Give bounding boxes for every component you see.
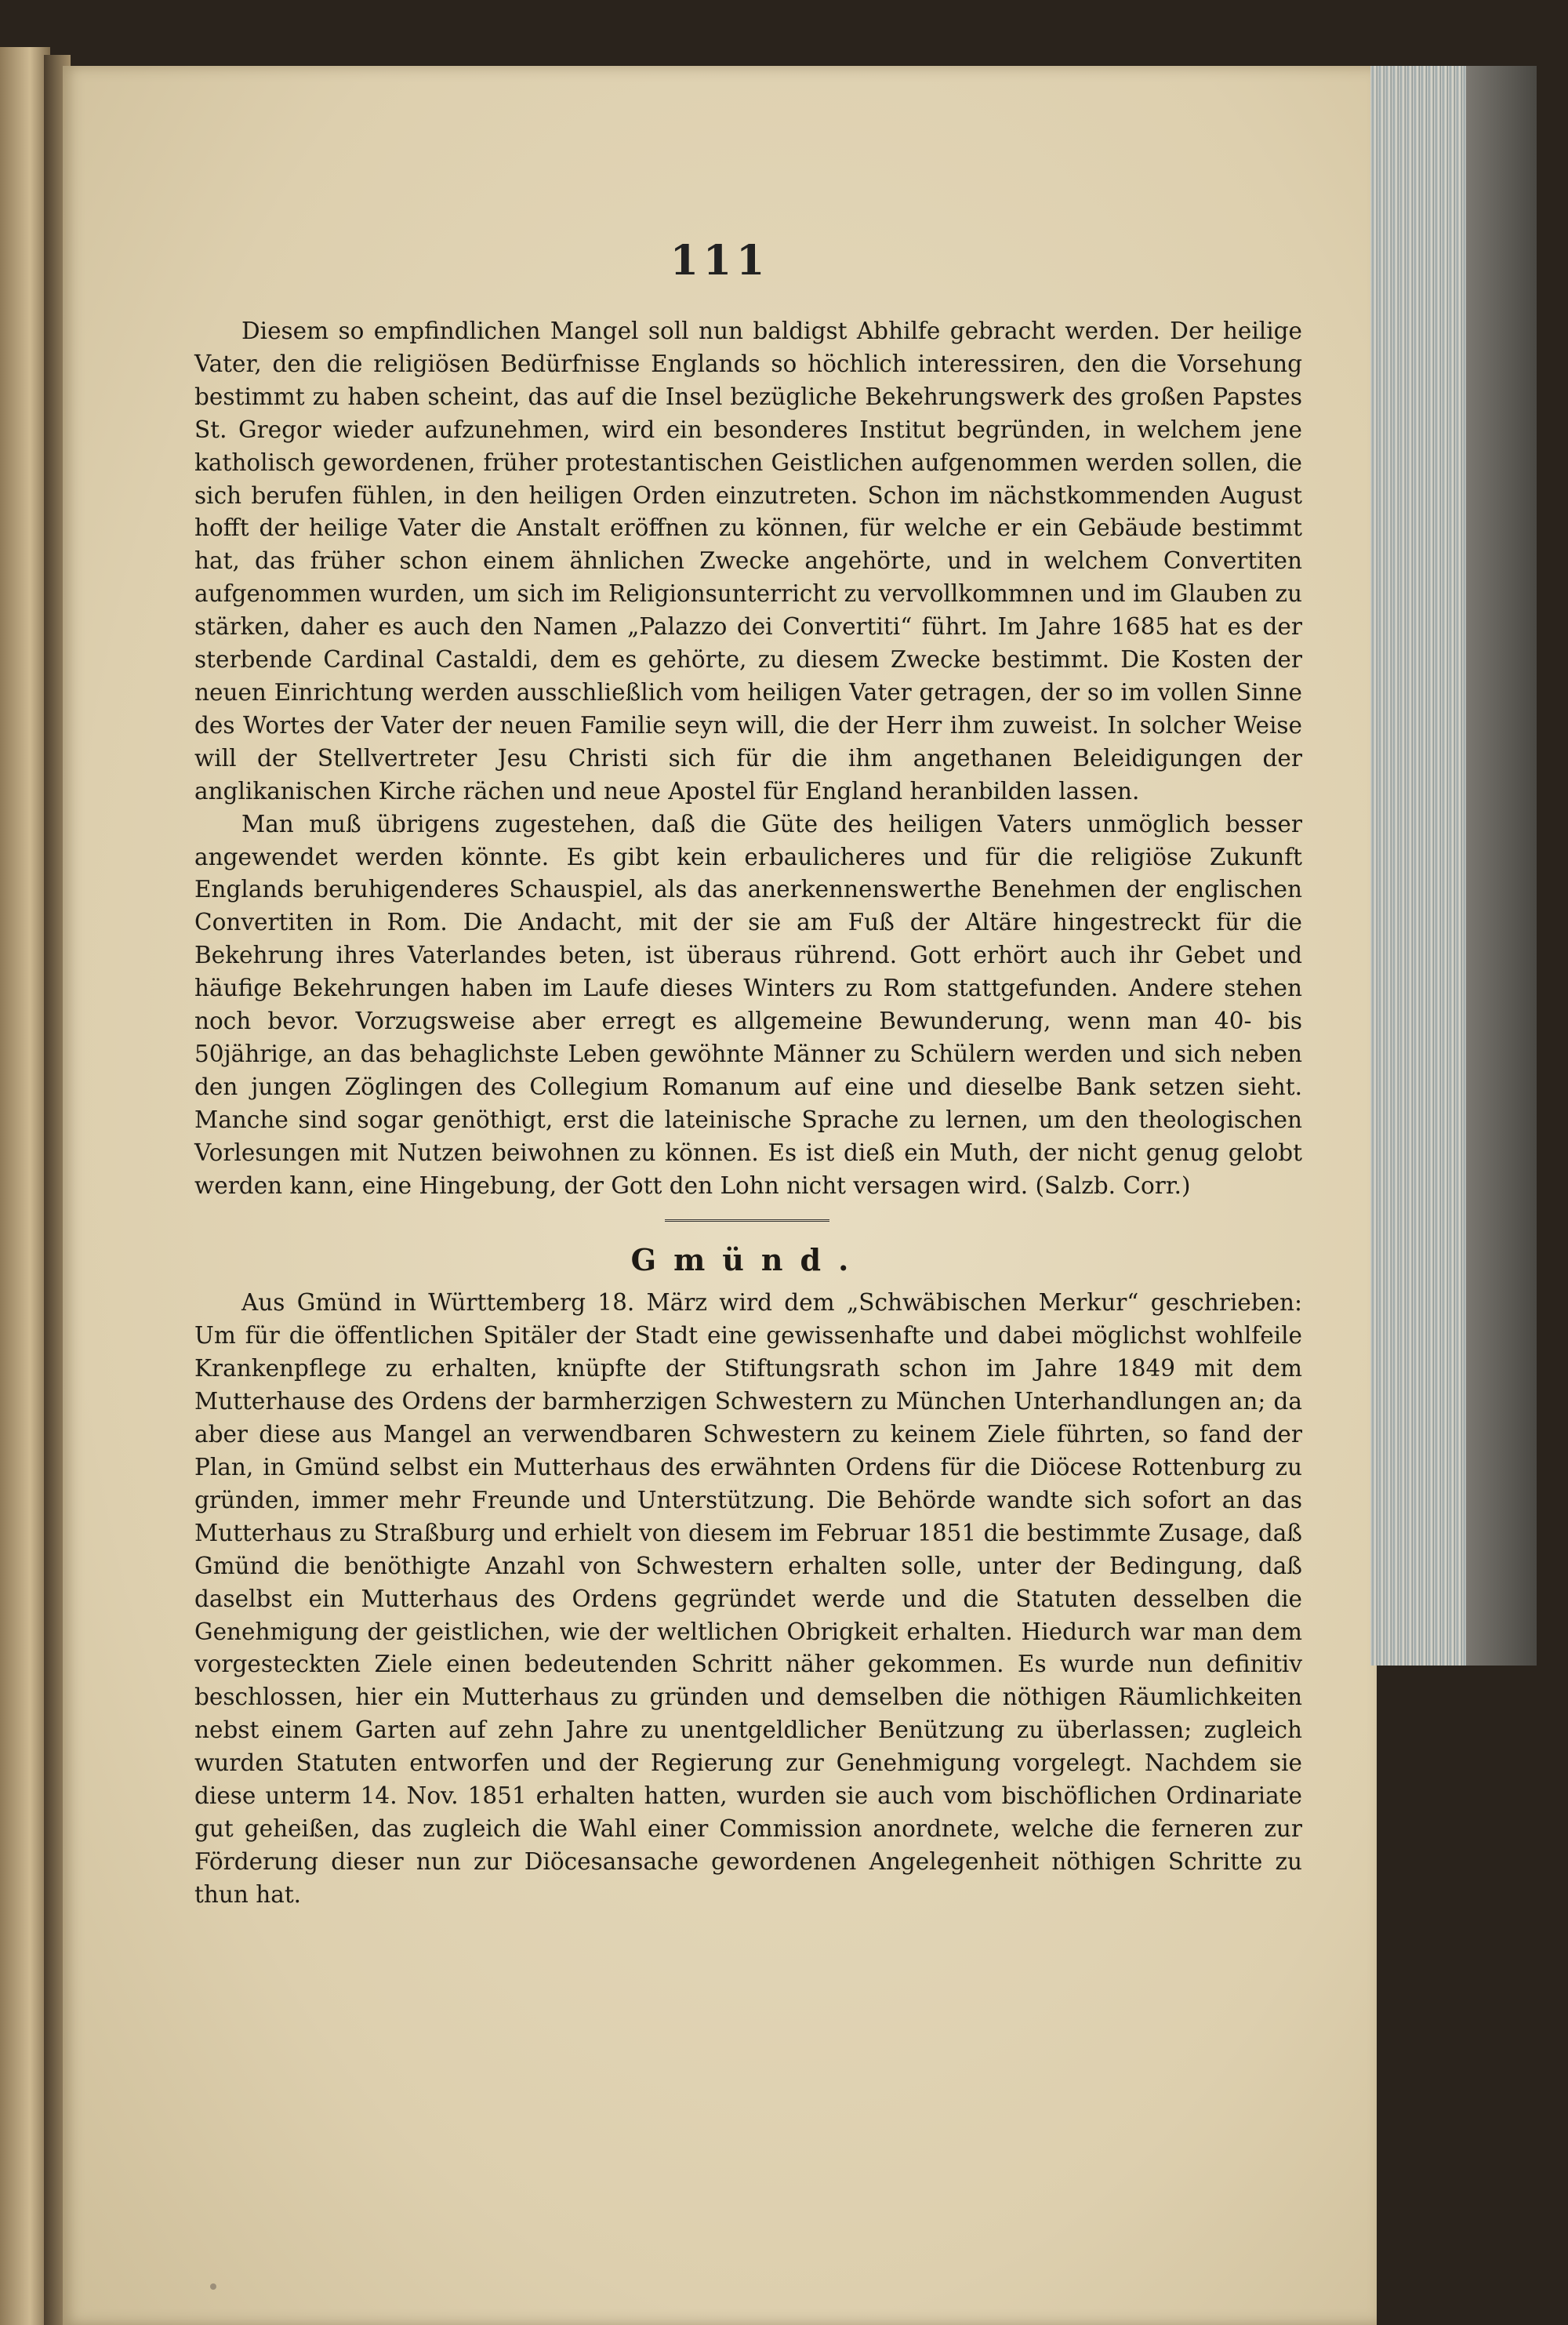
paper-speck: [210, 2283, 216, 2290]
section-divider: [665, 1219, 829, 1222]
section-divider-wrap: [194, 1202, 1302, 1240]
paragraph-1: Diesem so empfindlichen Mangel soll nun baldigst Abhilfe gebracht werden. Der heilige Vater, den die religiösen Bedürfnisse Englands so höchlich interessiren, den die Vorsehung bestimmt zu haben scheint, das auf die Insel bezügliche Bekehrungswerk des großen Papstes St. Gregor wieder aufzunehmen, wird ein besonderes Institut begründen, in welchem jene katholisch gewordenen, früher protestantischen Geistlichen aufgenommen werden sollen, die sich berufen fühlen, in den heiligen Orden einzutreten. Schon im nächstkommenden August hofft der heilige Vater die Anstalt eröffnen zu können, für welche er ein Gebäude bestimmt hat, das früher schon einem ähnlichen Zwecke angehörte, und in welchem Convertiten aufgenommen wurden, um sich im Religionsunterricht zu vervollkommnen und im Glauben zu stärken, daher es auch den Namen „Palazzo dei Convertiti“ führt. Im Jahre 1685 hat es der sterbende Cardinal Castaldi, dem es gehörte, zu diesem Zwecke bestimmt. Die Kosten der neuen Einrichtung werden ausschließlich vom heiligen Vater getragen, der so im vollen Sinne des Wortes der Vater der neuen Familie seyn will, die der Herr ihm zuweist. In solcher Weise will der Stellvertreter Jesu Christi sich für die ihm angethanen Beleidigungen der anglikanischen Kirche rächen und neue Apostel für England heranbilden lassen.: [194, 318, 1302, 805]
book-cover-edge: [1466, 66, 1537, 1666]
paragraph-2: Man muß übrigens zugestehen, daß die Güte des heiligen Vaters unmöglich besser angewendet werden könnte. Es gibt kein erbaulicheres und für die religiöse Zukunft Englands beruhigenderes Schauspiel, als das anerkennenswerthe Benehmen der englischen Convertiten in Rom. Die Andacht, mit der sie am Fuß der Altäre hingestreckt für die Bekehrung ihres Vaterlandes beten, ist überaus rührend. Gott erhört auch ihr Gebet und häufige Bekehrungen haben im Laufe dieses Winters zu Rom stattgefunden. Andere stehen noch bevor. Vorzugsweise aber erregt es allgemeine Bewunderung, wenn man 40- bis 50jährige, an das behaglichste Leben gewöhnte Männer zu Schülern werden und sich neben den jungen Zöglingen des Collegium Romanum auf eine und dieselbe Bank setzen sieht. Manche sind sogar genöthigt, erst die lateinische Sprache zu lernen, um den theologischen Vorlesungen mit Nutzen beiwohnen zu können. Es ist dieß ein Muth, der nicht genug gelobt werden kann, eine Hingebung, der Gott den Lohn nicht versagen wird. (Salzb. Corr.): [194, 810, 1302, 1199]
paragraph-3: Aus Gmünd in Württemberg 18. März wird dem „Schwäbischen Merkur“ geschrieben: Um für die öffentlichen Spitäler der Stadt eine gewissenhafte und dabei möglichst wohlfeile Krankenpflege zu erhalten, knüpfte der Stiftungsrath schon im Jahre 1849 mit dem Mutterhause des Ordens der barmherzigen Schwestern zu München Unterhandlungen an; da aber diese aus Mangel an verwendbaren Schwestern zu keinem Ziele führten, so fand der Plan, in Gmünd selbst ein Mutterhaus des erwähnten Ordens für die Diöcese Rottenburg zu gründen, immer mehr Freunde und Unterstützung. Die Behörde wandte sich sofort an das Mutterhaus zu Straßburg und erhielt von diesem im Februar 1851 die bestimmte Zusage, daß Gmünd die benöthigte Anzahl von Schwestern erhalten solle, unter der Bedingung, daß daselbst ein Mutterhaus des Ordens gegründet werde und die Statuten desselben die Genehmigung der geistlichen, wie der weltlichen Obrigkeit erhalten. Hiedurch war man dem vorgesteckten Ziele einen bedeutenden Schritt näher gekommen. Es wurde nun definitiv beschlossen, hier ein Mutterhaus zu gründen und demselben die nöthigen Räumlichkeiten nebst einem Garten auf zehn Jahre zu unentgeldlicher Benützung zu überlassen; zugleich wurden Statuten entworfen und der Regierung zur Genehmigung vorgelegt. Nachdem sie diese unterm 14. Nov. 1851 erhalten hatten, wurden sie auch vom bischöflichen Ordinariate gut geheißen, das zugleich die Wahl einer Commission anordnete, welche die ferneren zur Förderung dieser nun zur Diöcesansache gewordenen Angelegenheit nöthigen Schritte zu thun hat.: [194, 1289, 1302, 1908]
page-stack-edges: [1370, 66, 1466, 1666]
left-page-edge: [0, 47, 50, 2325]
text-block: [194, 315, 1302, 1912]
book-page: [63, 66, 1377, 2325]
section-heading: Gmünd.: [630, 1242, 866, 1278]
page-number: 111: [670, 237, 770, 285]
